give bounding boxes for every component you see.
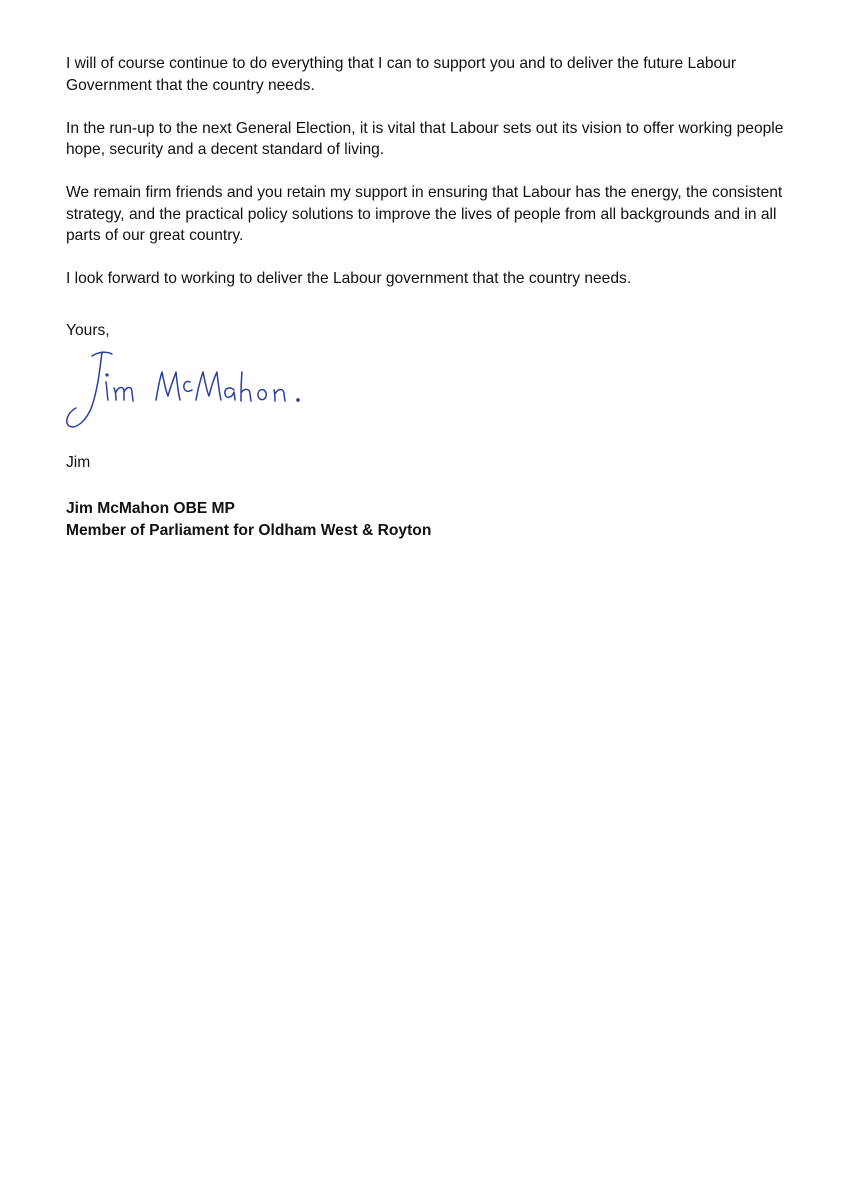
signatory-name-title: Jim McMahon OBE MP	[66, 500, 235, 517]
paragraph-continue-support: I will of course continue to do everything that I can to support you and to deliver the future Labour Government that the country needs.	[66, 55, 737, 94]
handwritten-signature	[62, 348, 312, 434]
signatory-block	[66, 498, 431, 542]
signatory-role: Member of Parliament for Oldham West & Royton	[66, 522, 432, 539]
letter-body	[66, 53, 796, 311]
signoff-name: Jim	[66, 454, 91, 471]
signature-graphic	[62, 348, 312, 434]
paragraph-general-election: In the run-up to the next General Election, it is vital that Labour sets out its vision to offer working people hope, security and a decent standard of living.	[66, 119, 784, 158]
paragraph-firm-friends: We remain firm friends and you retain my support in ensuring that Labour has the energy, the consistent strategy, and the practical policy solutions to improve the lives of people from all backgrounds and in all parts of our great country.	[66, 184, 783, 244]
paragraph-look-forward: I look forward to working to deliver the Labour government that the country needs.	[66, 270, 632, 287]
closing-text: Yours,	[66, 322, 110, 339]
closing	[66, 320, 110, 342]
